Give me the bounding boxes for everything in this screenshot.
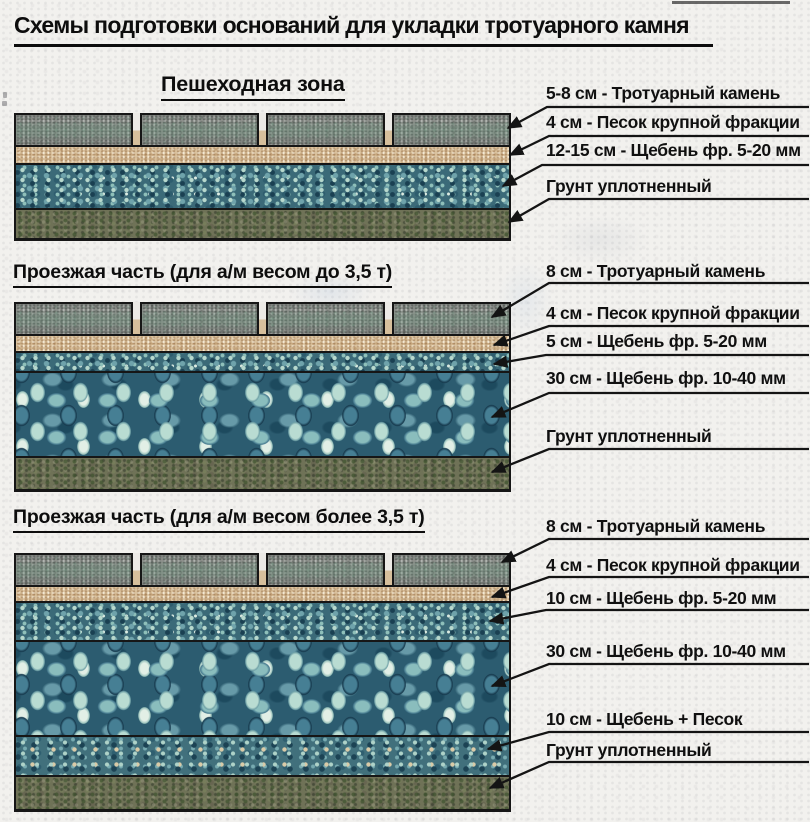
layer-label: 4 см - Песок крупной фракции [546, 555, 800, 575]
gravel-plus-sand-layer [14, 735, 511, 777]
paving-block [392, 302, 511, 336]
layer-label: 4 см - Песок крупной фракции [546, 303, 800, 323]
paving-block [140, 113, 259, 147]
compacted-soil-layer [14, 208, 511, 241]
layer-label: 30 см - Щебень фр. 10-40 мм [546, 368, 786, 388]
sand-layer [14, 145, 511, 165]
scan-speck [2, 101, 7, 106]
gravel-5-20-layer [14, 351, 511, 373]
paving-stone-layer [14, 113, 511, 147]
layer-label: 10 см - Щебень + Песок [546, 709, 743, 729]
paving-block [14, 553, 133, 587]
paving-block [14, 302, 133, 336]
leader-line [492, 664, 809, 686]
section-title-roadway-up-to-3-5t: Проезжая часть (для а/м весом до 3,5 т) [13, 261, 392, 288]
leader-line [492, 449, 809, 472]
layer-label: 5 см - Щебень фр. 5-20 мм [546, 331, 767, 351]
paving-block [392, 113, 511, 147]
leader-line [494, 355, 809, 364]
paving-block [140, 302, 259, 336]
paving-block [140, 553, 259, 587]
layer-label: 30 см - Щебень фр. 10-40 мм [546, 641, 786, 661]
layer-label: Грунт уплотненный [546, 740, 712, 760]
leader-line [509, 199, 809, 222]
leader-line [492, 393, 809, 417]
section-title-roadway-over-3-5t: Проезжая часть (для а/м весом более 3,5 т) [13, 506, 425, 533]
compacted-soil-layer [14, 456, 511, 492]
layer-label: 5-8 см - Тротуарный камень [546, 83, 781, 103]
scan-speck [3, 92, 7, 98]
gravel-5-20-layer [14, 601, 511, 642]
leader-line [490, 610, 809, 621]
layer-label: Грунт уплотненный [546, 176, 712, 196]
pedestrian-zone-diagram [14, 113, 511, 241]
paving-block [266, 113, 385, 147]
paving-stone-layer [14, 302, 511, 336]
paving-stone-layer [14, 553, 511, 587]
compacted-soil-layer [14, 775, 511, 812]
roadway-over-3-5t-diagram [14, 553, 511, 812]
layer-label: Грунт уплотненный [546, 426, 712, 446]
page-title: Схемы подготовки оснований для укладки тротуарного камня [14, 12, 713, 47]
paving-block [14, 113, 133, 147]
layer-label: 8 см - Тротуарный камень [546, 516, 766, 536]
leader-line [490, 762, 809, 788]
section-title-pedestrian-zone: Пешеходная зона [161, 72, 345, 101]
paving-block [392, 553, 511, 587]
paving-block [266, 553, 385, 587]
gravel-5-20-layer [14, 163, 511, 210]
scan-artifact-line [672, 1, 790, 4]
roadway-3-5t-diagram [14, 302, 511, 492]
layer-label: 12-15 см - Щебень фр. 5-20 мм [546, 140, 801, 160]
layer-label: 4 см - Песок крупной фракции [546, 112, 800, 132]
layer-label: 8 см - Тротуарный камень [546, 261, 766, 281]
layer-label: 10 см - Щебень фр. 5-20 мм [546, 588, 777, 608]
gravel-10-40-layer [14, 371, 511, 458]
gravel-10-40-layer [14, 640, 511, 737]
paving-block [266, 302, 385, 336]
